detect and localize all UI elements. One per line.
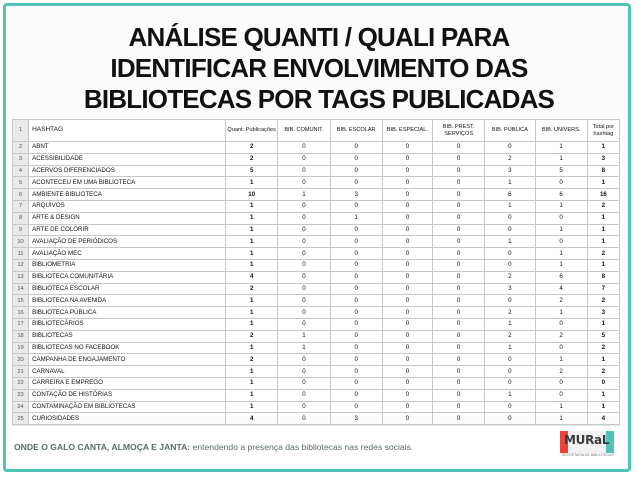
value-cell-c: 0 — [278, 236, 330, 248]
value-cell-q: 2 — [226, 153, 278, 165]
hashtag-cell: BIBLIOTECA COMUNITÁRIA — [29, 271, 226, 283]
value-cell-es: 0 — [382, 283, 432, 295]
value-cell-p: 0 — [433, 413, 485, 425]
value-cell-p: 0 — [433, 401, 485, 413]
value-cell-p: 0 — [433, 389, 485, 401]
hashtag-cell: ARTE DE COLORIR — [29, 224, 226, 236]
value-cell-q: 1 — [226, 377, 278, 389]
value-cell-es: 0 — [382, 165, 432, 177]
row-number: 23 — [13, 389, 29, 401]
value-cell-t: 1 — [587, 259, 619, 271]
value-cell-es: 0 — [382, 342, 432, 354]
value-cell-pu: 0 — [485, 142, 535, 154]
value-cell-pu: 1 — [485, 318, 535, 330]
value-cell-q: 1 — [226, 366, 278, 378]
value-cell-p: 0 — [433, 165, 485, 177]
value-cell-u: 1 — [535, 224, 587, 236]
value-cell-q: 1 — [226, 224, 278, 236]
value-cell-p: 0 — [433, 224, 485, 236]
value-cell-es: 0 — [382, 200, 432, 212]
header-quant: Quant. Publicações — [226, 120, 278, 142]
value-cell-p: 0 — [433, 153, 485, 165]
hashtag-cell: CAMPANHA DE ENGAJAMENTO — [29, 354, 226, 366]
value-cell-u: 0 — [535, 389, 587, 401]
value-cell-q: 1 — [226, 401, 278, 413]
value-cell-es: 0 — [382, 189, 432, 201]
spreadsheet-image — [12, 119, 620, 422]
value-cell-e: 0 — [330, 377, 382, 389]
table-row — [13, 165, 620, 177]
table-row — [13, 189, 620, 201]
row-number: 1 — [13, 120, 29, 142]
value-cell-es: 0 — [382, 389, 432, 401]
value-cell-u: 1 — [535, 401, 587, 413]
slide-title — [0, 22, 638, 115]
value-cell-es: 0 — [382, 401, 432, 413]
value-cell-t: 5 — [587, 330, 619, 342]
value-cell-q: 1 — [226, 318, 278, 330]
mural-logo — [560, 431, 616, 463]
logo-subtitle: SECRETARIA DE BIBLIOTECAS — [562, 453, 614, 457]
value-cell-q: 1 — [226, 295, 278, 307]
value-cell-c: 0 — [278, 177, 330, 189]
row-number: 18 — [13, 330, 29, 342]
hashtag-cell: CARNAVAL — [29, 366, 226, 378]
value-cell-t: 2 — [587, 342, 619, 354]
value-cell-p: 0 — [433, 248, 485, 260]
value-cell-c: 0 — [278, 366, 330, 378]
value-cell-es: 0 — [382, 413, 432, 425]
value-cell-p: 0 — [433, 295, 485, 307]
table-row — [13, 342, 620, 354]
header-publica: BIB. PÚBLICA — [485, 120, 535, 142]
value-cell-c: 0 — [278, 354, 330, 366]
value-cell-pu: 1 — [485, 200, 535, 212]
value-cell-p: 0 — [433, 307, 485, 319]
value-cell-t: 1 — [587, 354, 619, 366]
value-cell-u: 2 — [535, 366, 587, 378]
header-total: Total por hashtag — [587, 120, 619, 142]
value-cell-q: 1 — [226, 307, 278, 319]
value-cell-u: 1 — [535, 259, 587, 271]
value-cell-p: 0 — [433, 212, 485, 224]
value-cell-e: 0 — [330, 200, 382, 212]
value-cell-es: 0 — [382, 271, 432, 283]
table-row — [13, 142, 620, 154]
table-row — [13, 200, 620, 212]
value-cell-pu: 6 — [485, 189, 535, 201]
hashtag-cell: AMBIENTE BIBLIOTECA — [29, 189, 226, 201]
row-number: 7 — [13, 200, 29, 212]
value-cell-q: 1 — [226, 177, 278, 189]
value-cell-c: 0 — [278, 259, 330, 271]
value-cell-pu: 1 — [485, 236, 535, 248]
value-cell-e: 3 — [330, 413, 382, 425]
value-cell-u: 5 — [535, 165, 587, 177]
value-cell-c: 1 — [278, 342, 330, 354]
hashtag-cell: ABNT — [29, 142, 226, 154]
hashtag-cell: ARTE & DESIGN — [29, 212, 226, 224]
value-cell-p: 0 — [433, 354, 485, 366]
value-cell-p: 0 — [433, 236, 485, 248]
value-cell-p: 0 — [433, 377, 485, 389]
value-cell-e: 0 — [330, 342, 382, 354]
value-cell-pu: 3 — [485, 283, 535, 295]
value-cell-t: 1 — [587, 318, 619, 330]
value-cell-u: 0 — [535, 212, 587, 224]
value-cell-t: 3 — [587, 153, 619, 165]
hashtag-cell: AVALIAÇÃO DE PERIÓDICOS — [29, 236, 226, 248]
value-cell-p: 0 — [433, 271, 485, 283]
value-cell-e: 0 — [330, 248, 382, 260]
value-cell-u: 2 — [535, 330, 587, 342]
value-cell-p: 0 — [433, 189, 485, 201]
header-hashtag: HASHTAG — [29, 120, 226, 142]
value-cell-pu: 3 — [485, 165, 535, 177]
row-number: 8 — [13, 212, 29, 224]
footer-caption — [14, 442, 413, 452]
row-number: 2 — [13, 142, 29, 154]
value-cell-c: 0 — [278, 200, 330, 212]
value-cell-e: 0 — [330, 142, 382, 154]
value-cell-t: 0 — [587, 377, 619, 389]
row-number: 10 — [13, 236, 29, 248]
hashtag-cell: BIBLIOTECA PÚBLICA — [29, 307, 226, 319]
value-cell-pu: 0 — [485, 354, 535, 366]
value-cell-c: 0 — [278, 212, 330, 224]
hashtag-cell: BIBLIOTECÁRIOS — [29, 318, 226, 330]
table-row — [13, 389, 620, 401]
value-cell-es: 0 — [382, 354, 432, 366]
table-row — [13, 354, 620, 366]
value-cell-c: 1 — [278, 330, 330, 342]
value-cell-q: 1 — [226, 212, 278, 224]
value-cell-pu: 0 — [485, 224, 535, 236]
row-number: 16 — [13, 307, 29, 319]
footer-bold: ONDE O GALO CANTA, ALMOÇA E JANTA: — [14, 442, 191, 452]
hashtag-table — [12, 119, 620, 425]
hashtag-cell: ACONTECEU EM UMA BIBLIOTECA — [29, 177, 226, 189]
title-line-1: ANÁLISE QUANTI / QUALI PARA — [128, 22, 510, 52]
value-cell-q: 5 — [226, 165, 278, 177]
value-cell-q: 2 — [226, 283, 278, 295]
value-cell-es: 0 — [382, 212, 432, 224]
value-cell-u: 4 — [535, 283, 587, 295]
value-cell-pu: 0 — [485, 401, 535, 413]
value-cell-pu: 0 — [485, 366, 535, 378]
value-cell-pu: 2 — [485, 307, 535, 319]
value-cell-c: 1 — [278, 189, 330, 201]
value-cell-q: 1 — [226, 236, 278, 248]
value-cell-es: 0 — [382, 330, 432, 342]
value-cell-e: 0 — [330, 153, 382, 165]
row-number: 5 — [13, 177, 29, 189]
row-number: 20 — [13, 354, 29, 366]
value-cell-e: 0 — [330, 389, 382, 401]
row-number: 11 — [13, 248, 29, 260]
value-cell-t: 2 — [587, 295, 619, 307]
hashtag-cell: BIBLIOTECA ESCOLAR — [29, 283, 226, 295]
hashtag-cell: AVALIAÇÃO MEC — [29, 248, 226, 260]
value-cell-es: 0 — [382, 153, 432, 165]
value-cell-e: 0 — [330, 354, 382, 366]
value-cell-q: 1 — [226, 200, 278, 212]
row-number: 12 — [13, 259, 29, 271]
row-number: 3 — [13, 153, 29, 165]
value-cell-c: 0 — [278, 401, 330, 413]
value-cell-q: 10 — [226, 189, 278, 201]
value-cell-c: 0 — [278, 318, 330, 330]
value-cell-c: 0 — [278, 142, 330, 154]
title-line-2: IDENTIFICAR ENVOLVIMENTO DAS — [110, 53, 528, 83]
table-row — [13, 377, 620, 389]
value-cell-c: 0 — [278, 224, 330, 236]
value-cell-pu: 0 — [485, 259, 535, 271]
value-cell-e: 0 — [330, 271, 382, 283]
value-cell-q: 4 — [226, 271, 278, 283]
table-row — [13, 224, 620, 236]
value-cell-u: 0 — [535, 377, 587, 389]
value-cell-p: 0 — [433, 177, 485, 189]
value-cell-c: 0 — [278, 153, 330, 165]
value-cell-pu: 0 — [485, 248, 535, 260]
value-cell-es: 0 — [382, 142, 432, 154]
header-prest: BIB. PREST. SERVIÇOS — [433, 120, 485, 142]
value-cell-c: 0 — [278, 283, 330, 295]
value-cell-t: 1 — [587, 142, 619, 154]
value-cell-p: 0 — [433, 200, 485, 212]
table-header-row — [13, 120, 620, 142]
value-cell-t: 1 — [587, 389, 619, 401]
table-row — [13, 236, 620, 248]
value-cell-es: 0 — [382, 318, 432, 330]
value-cell-e: 0 — [330, 165, 382, 177]
table-row — [13, 366, 620, 378]
value-cell-e: 0 — [330, 236, 382, 248]
value-cell-q: 1 — [226, 248, 278, 260]
value-cell-t: 2 — [587, 200, 619, 212]
value-cell-u: 1 — [535, 142, 587, 154]
value-cell-e: 0 — [330, 401, 382, 413]
value-cell-t: 1 — [587, 401, 619, 413]
value-cell-es: 0 — [382, 307, 432, 319]
value-cell-es: 0 — [382, 224, 432, 236]
hashtag-cell: BIBLIOTECAS NO FACEBOOK — [29, 342, 226, 354]
header-escolar: BIB. ESCOLAR — [330, 120, 382, 142]
value-cell-q: 2 — [226, 142, 278, 154]
value-cell-c: 0 — [278, 307, 330, 319]
row-number: 6 — [13, 189, 29, 201]
value-cell-pu: 2 — [485, 271, 535, 283]
value-cell-e: 0 — [330, 295, 382, 307]
value-cell-p: 0 — [433, 142, 485, 154]
value-cell-u: 2 — [535, 295, 587, 307]
hashtag-cell: BIBLIOTECAS — [29, 330, 226, 342]
footer-subtitle: entendendo a presença das bibliotecas nas redes sociais. — [190, 442, 414, 452]
table-row — [13, 259, 620, 271]
value-cell-p: 0 — [433, 330, 485, 342]
table-row — [13, 318, 620, 330]
table-row — [13, 271, 620, 283]
value-cell-e: 0 — [330, 307, 382, 319]
value-cell-pu: 2 — [485, 153, 535, 165]
hashtag-cell: CONTAMINAÇÃO EM BIBLIOTECAS — [29, 401, 226, 413]
table-row — [13, 295, 620, 307]
value-cell-q: 2 — [226, 354, 278, 366]
table-row — [13, 153, 620, 165]
value-cell-u: 1 — [535, 354, 587, 366]
value-cell-u: 1 — [535, 153, 587, 165]
row-number: 14 — [13, 283, 29, 295]
row-number: 15 — [13, 295, 29, 307]
value-cell-q: 1 — [226, 259, 278, 271]
value-cell-es: 0 — [382, 366, 432, 378]
value-cell-p: 0 — [433, 366, 485, 378]
value-cell-u: 0 — [535, 342, 587, 354]
value-cell-e: 0 — [330, 366, 382, 378]
value-cell-t: 8 — [587, 165, 619, 177]
logo-word: MURaL — [564, 433, 610, 447]
value-cell-c: 0 — [278, 295, 330, 307]
header-univers: BIB. UNIVERS. — [535, 120, 587, 142]
value-cell-p: 0 — [433, 283, 485, 295]
value-cell-es: 0 — [382, 259, 432, 271]
value-cell-t: 4 — [587, 413, 619, 425]
value-cell-pu: 0 — [485, 413, 535, 425]
value-cell-t: 3 — [587, 307, 619, 319]
table-body — [13, 142, 620, 425]
value-cell-c: 0 — [278, 248, 330, 260]
value-cell-u: 1 — [535, 307, 587, 319]
value-cell-c: 0 — [278, 389, 330, 401]
value-cell-es: 0 — [382, 177, 432, 189]
value-cell-p: 0 — [433, 318, 485, 330]
row-number: 24 — [13, 401, 29, 413]
value-cell-q: 1 — [226, 389, 278, 401]
value-cell-u: 1 — [535, 248, 587, 260]
value-cell-u: 0 — [535, 236, 587, 248]
value-cell-p: 0 — [433, 259, 485, 271]
row-number: 19 — [13, 342, 29, 354]
value-cell-c: 0 — [278, 271, 330, 283]
hashtag-cell: BIBLIOTECA NA AVENIDA — [29, 295, 226, 307]
row-number: 13 — [13, 271, 29, 283]
row-number: 4 — [13, 165, 29, 177]
value-cell-es: 0 — [382, 377, 432, 389]
hashtag-cell: CURIOSIDADES — [29, 413, 226, 425]
value-cell-pu: 0 — [485, 295, 535, 307]
value-cell-pu: 0 — [485, 377, 535, 389]
value-cell-c: 0 — [278, 165, 330, 177]
header-especial: BIB. ESPECIAL. — [382, 120, 432, 142]
hashtag-cell: ACESSIBILIDADE — [29, 153, 226, 165]
hashtag-cell: ARQUIVOS — [29, 200, 226, 212]
value-cell-t: 1 — [587, 177, 619, 189]
value-cell-t: 7 — [587, 283, 619, 295]
value-cell-u: 6 — [535, 271, 587, 283]
table-row — [13, 248, 620, 260]
value-cell-e: 3 — [330, 189, 382, 201]
hashtag-cell: ACERVOS DIFERENCIADOS — [29, 165, 226, 177]
value-cell-u: 0 — [535, 318, 587, 330]
table-row — [13, 413, 620, 425]
title-line-3: BIBLIOTECAS POR TAGS PUBLICADAS — [83, 84, 555, 114]
value-cell-u: 1 — [535, 200, 587, 212]
table-row — [13, 401, 620, 413]
hashtag-cell: CARREIRA E EMPREGO — [29, 377, 226, 389]
value-cell-q: 1 — [226, 342, 278, 354]
value-cell-t: 1 — [587, 224, 619, 236]
value-cell-c: 0 — [278, 377, 330, 389]
table-row — [13, 177, 620, 189]
value-cell-e: 0 — [330, 224, 382, 236]
value-cell-t: 16 — [587, 189, 619, 201]
hashtag-cell: BIBLIOMETRIA — [29, 259, 226, 271]
header-comunit: BIB. COMUNIT. — [278, 120, 330, 142]
value-cell-t: 8 — [587, 271, 619, 283]
value-cell-u: 1 — [535, 413, 587, 425]
value-cell-t: 2 — [587, 248, 619, 260]
table-row — [13, 307, 620, 319]
value-cell-q: 2 — [226, 330, 278, 342]
row-number: 17 — [13, 318, 29, 330]
hashtag-cell: CONTAÇÃO DE HISTÓRIAS — [29, 389, 226, 401]
value-cell-t: 1 — [587, 212, 619, 224]
value-cell-u: 0 — [535, 177, 587, 189]
value-cell-c: 0 — [278, 413, 330, 425]
row-number: 22 — [13, 377, 29, 389]
row-number: 21 — [13, 366, 29, 378]
value-cell-u: 6 — [535, 189, 587, 201]
value-cell-es: 0 — [382, 248, 432, 260]
value-cell-pu: 1 — [485, 177, 535, 189]
value-cell-pu: 0 — [485, 212, 535, 224]
value-cell-e: 0 — [330, 259, 382, 271]
value-cell-pu: 1 — [485, 389, 535, 401]
value-cell-es: 0 — [382, 236, 432, 248]
value-cell-pu: 1 — [485, 342, 535, 354]
value-cell-pu: 2 — [485, 330, 535, 342]
row-number: 9 — [13, 224, 29, 236]
row-number: 25 — [13, 413, 29, 425]
value-cell-t: 1 — [587, 236, 619, 248]
table-row — [13, 283, 620, 295]
value-cell-e: 0 — [330, 318, 382, 330]
value-cell-e: 0 — [330, 283, 382, 295]
value-cell-es: 0 — [382, 295, 432, 307]
value-cell-e: 0 — [330, 177, 382, 189]
value-cell-q: 4 — [226, 413, 278, 425]
value-cell-t: 2 — [587, 366, 619, 378]
value-cell-p: 0 — [433, 342, 485, 354]
table-row — [13, 212, 620, 224]
table-row — [13, 330, 620, 342]
value-cell-e: 1 — [330, 212, 382, 224]
value-cell-e: 0 — [330, 330, 382, 342]
